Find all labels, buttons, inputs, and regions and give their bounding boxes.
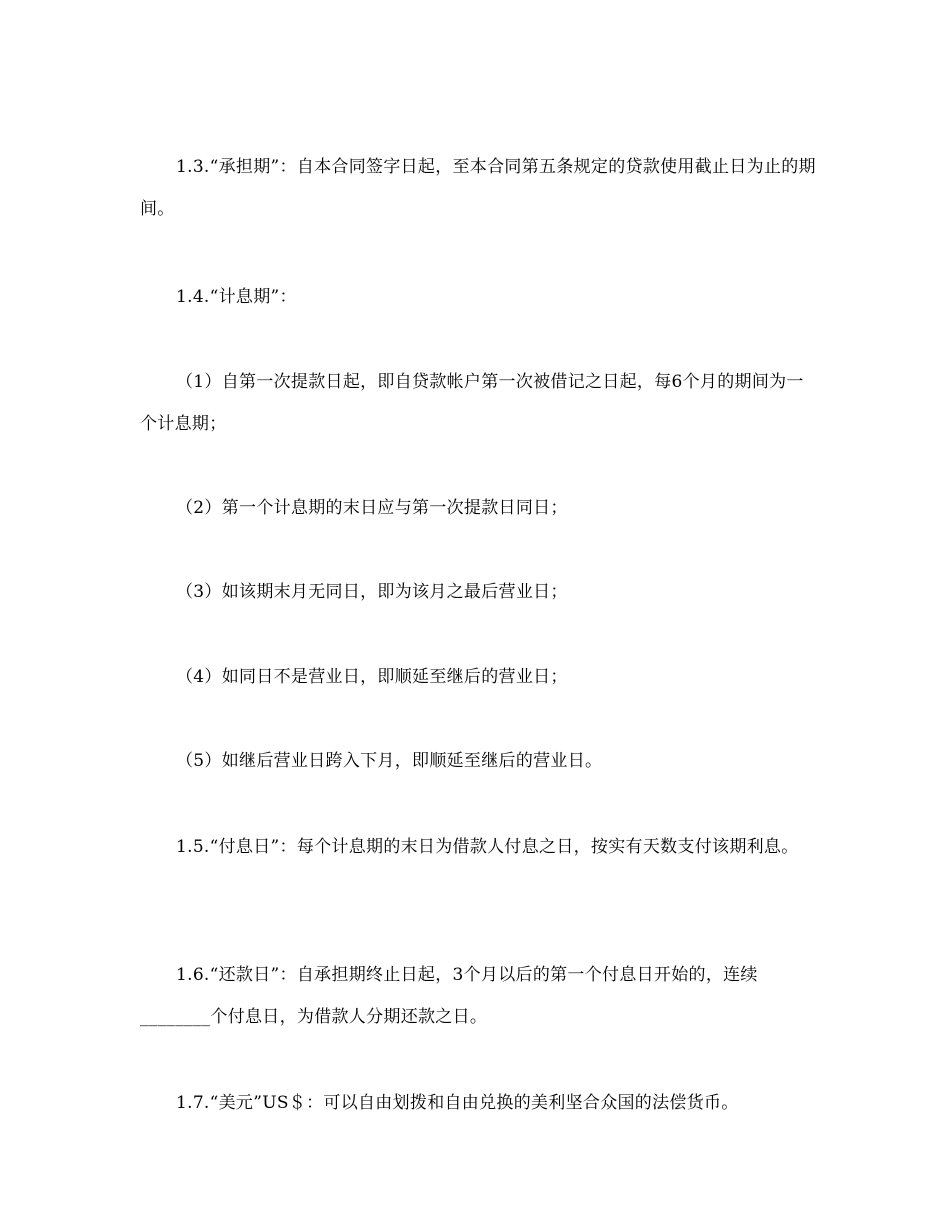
clause-1-4: 1.4.“计息期”： xyxy=(176,287,297,307)
clause-1-4-item-2: （2）第一个计息期的末日应与第一次提款日同日； xyxy=(176,498,568,518)
clause-1-4-item-5: （5）如继后营业日跨入下月，即顺延至继后的营业日。 xyxy=(176,751,603,771)
clause-1-4-item-3: （3）如该期末月无同日，即为该月之最后营业日； xyxy=(176,582,568,602)
clause-1-4-item-1: （1）自第一次提款日起，即自贷款帐户第一次被借记之日起，每6个月的期间为一个计息期； xyxy=(140,372,804,434)
clause-1-3: 1.3.“承担期”：自本合同签字日起，至本合同第五条规定的贷款使用截止日为止的期间。 xyxy=(140,157,816,219)
clause-1-6: 1.6.“还款日”：自承担期终止日起，3个月以后的第一个付息日开始的，连续________个付息日，为借款人分期还款之日。 xyxy=(140,965,758,1027)
clause-1-4-item-4: （4）如同日不是营业日，即顺延至继后的营业日； xyxy=(176,667,568,687)
clause-1-5: 1.5.“付息日”：每个计息期的末日为借款人付息之日，按实有天数支付该期利息。 xyxy=(176,837,799,857)
clause-1-7: 1.7.“美元”US＄：可以自由划拨和自由兑换的美利坚合众国的法偿货币。 xyxy=(176,1093,739,1113)
